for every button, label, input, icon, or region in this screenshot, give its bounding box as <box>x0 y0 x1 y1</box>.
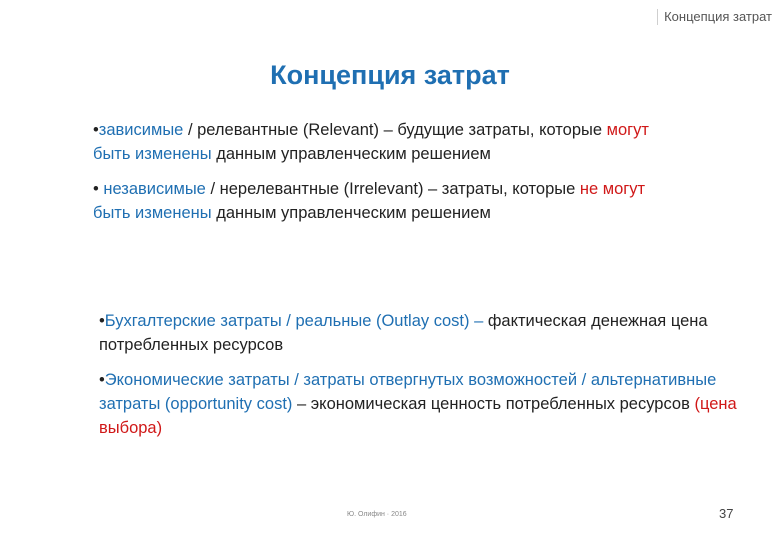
text: – экономическая ценность потребленных ресурсов <box>292 395 695 413</box>
term-opportunity-cost: Экономические затраты / затраты отвергнутых возможностей / альтернативные затраты (opportunity cost) <box>99 371 717 413</box>
emphasis-changed: быть изменены <box>93 204 212 222</box>
term-dependent: зависимые <box>98 121 184 139</box>
slide-title: Концепция затрат <box>270 60 510 90</box>
emphasis-choice-price: (цена выбора) <box>99 395 737 437</box>
term-independent: независимые <box>98 180 206 198</box>
bullet: • <box>99 371 105 389</box>
text: / релевантные (Relevant) – будущие затраты, которые <box>183 121 607 139</box>
paragraph-relevant-costs <box>93 118 753 166</box>
bullet: • <box>93 121 99 139</box>
term-outlay-cost: Бухгалтерские затраты / реальные (Outlay cost) – <box>104 312 484 330</box>
paragraph-irrelevant-costs <box>93 177 753 225</box>
paragraph-outlay-cost <box>99 309 759 357</box>
text: данным управленческим решением <box>211 145 491 163</box>
text: фактическая денежная цена потребленных ресурсов <box>99 312 708 354</box>
slide-header-label: Концепция затрат <box>657 9 772 25</box>
emphasis-cannot: не могут <box>579 180 646 198</box>
emphasis-can: могут <box>606 121 649 139</box>
emphasis-changed: быть изменены <box>93 145 212 163</box>
paragraph-opportunity-cost <box>99 368 759 440</box>
bullet: • <box>99 312 105 330</box>
page-number: 37 <box>719 506 734 521</box>
text: данным управленческим решением <box>211 204 491 222</box>
bullet: • <box>93 180 99 198</box>
slide-footer: Ю. Олифин · 2016 <box>347 511 407 518</box>
text: / нерелевантные (Irrelevant) – затраты, которые <box>205 180 580 198</box>
